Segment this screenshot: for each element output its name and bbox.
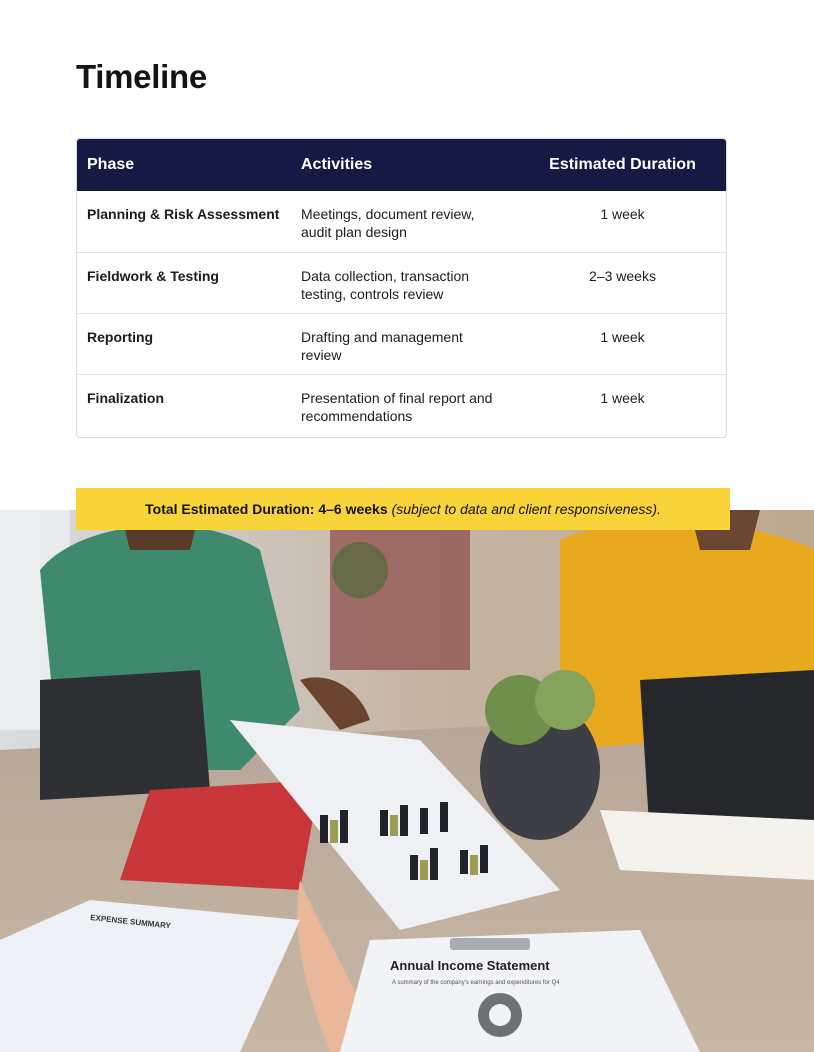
total-duration-label: Total Estimated Duration: 4–6 weeks xyxy=(145,501,388,517)
activities-cell: Presentation of final report and recommendations xyxy=(291,374,517,435)
timeline-table xyxy=(76,138,727,438)
header-activities: Activities xyxy=(291,139,517,191)
phase-cell: Fieldwork & Testing xyxy=(77,252,291,313)
photo-income-subtext: A summary of the company's earnings and expenditures for Q4 xyxy=(392,980,560,986)
phase-cell: Reporting xyxy=(77,313,291,374)
table-header-row xyxy=(77,139,727,191)
activities-cell: Drafting and management review xyxy=(291,313,517,374)
total-duration-note: (subject to data and client responsiveness). xyxy=(391,501,661,517)
table-row xyxy=(77,313,727,374)
table-row xyxy=(77,191,727,252)
duration-cell: 2–3 weeks xyxy=(517,252,727,313)
phase-cell: Finalization xyxy=(77,374,291,435)
page-title: Timeline xyxy=(76,58,207,95)
table-row xyxy=(77,374,727,435)
total-duration-banner xyxy=(76,488,730,530)
meeting-photo xyxy=(0,510,814,1052)
activities-cell: Data collection, transaction testing, controls review xyxy=(291,252,517,313)
photo-expense-heading: EXPENSE SUMMARY xyxy=(89,913,172,931)
duration-cell: 1 week xyxy=(600,206,645,222)
header-phase: Phase xyxy=(77,139,291,191)
photo-income-heading: Annual Income Statement xyxy=(390,958,550,973)
table-row xyxy=(77,252,727,313)
header-duration: Estimated Duration xyxy=(517,139,727,191)
duration-cell: 1 week xyxy=(517,374,727,435)
duration-cell: 1 week xyxy=(517,313,727,374)
phase-cell: Planning & Risk Assessment xyxy=(87,206,280,222)
activities-cell: Meetings, document review, audit plan design xyxy=(301,206,475,240)
